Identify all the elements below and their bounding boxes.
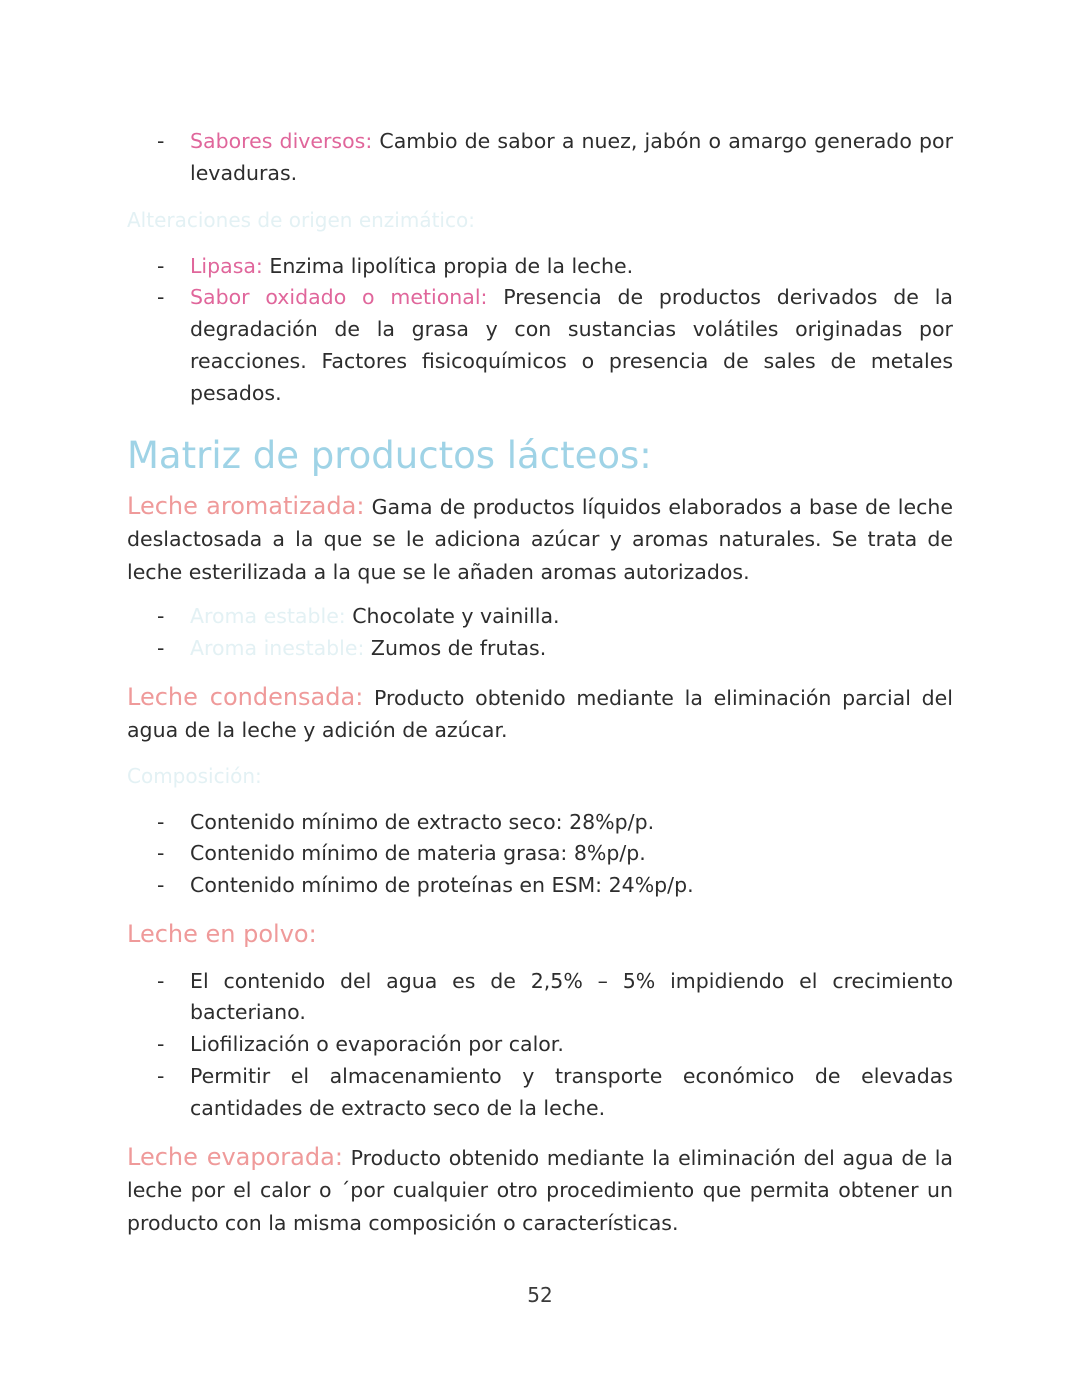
list-dash: -: [157, 1032, 165, 1057]
section-heading: Matriz de productos lácteos:: [127, 433, 652, 477]
aromas-list: [127, 601, 953, 665]
composicion-subheading: Composición:: [127, 763, 262, 788]
list-item: [127, 870, 953, 902]
list-dash: -: [157, 635, 165, 660]
page-number: 52: [527, 1283, 553, 1307]
list-dash: -: [157, 809, 165, 834]
polvo-item: El contenido del agua es de 2,5% – 5% impidiendo el crecimiento bacteriano.: [190, 968, 953, 1025]
list-item: [127, 633, 953, 665]
aromatizada-text: Gama de productos líquidos elaborados a base de leche deslactosada a la que se le adiciona azúcar y aromas naturales. Se trata de leche esterilizada a la que se le añaden aromas autorizados.: [127, 494, 953, 584]
evaporada-paragraph: [127, 1141, 953, 1240]
list-item: [127, 601, 953, 633]
list-dash: -: [157, 253, 165, 278]
condensada-paragraph: [127, 681, 953, 747]
evaporada-text: Producto obtenido mediante la eliminación del agua de la leche por el calor o ´por cualquier otro procedimiento que permita obtener un producto con la misma composición o características.: [127, 1145, 953, 1235]
term-leche-aromatizada: Leche aromatizada:: [127, 491, 365, 520]
term-leche-en-polvo: Leche en polvo:: [127, 920, 317, 949]
list-item: [127, 966, 953, 1030]
list-item: [127, 838, 953, 870]
list-dash: -: [157, 604, 165, 629]
enzimatico-list: [127, 251, 953, 410]
list-dash: -: [157, 285, 165, 310]
sabores-text: Cambio de sabor a nuez, jabón o amargo generado por levaduras.: [190, 129, 953, 185]
list-item: [127, 126, 953, 190]
list-dash: -: [157, 841, 165, 866]
term-leche-condensada: Leche condensada:: [127, 682, 364, 711]
list-item: [127, 807, 953, 839]
composicion-item: Contenido mínimo de extracto seco: 28%p/p.: [190, 809, 655, 834]
sabores-list: [127, 126, 953, 190]
polvo-item: Liofilización o evaporación por calor.: [190, 1032, 564, 1057]
term-sabores-diversos: Sabores diversos:: [190, 129, 373, 153]
term-sabor-oxidado: Sabor oxidado o metional:: [190, 285, 488, 310]
term-leche-evaporada: Leche evaporada:: [127, 1142, 343, 1171]
polvo-list: [127, 966, 953, 1125]
composicion-item: Contenido mínimo de proteínas en ESM: 24%p/p.: [190, 873, 694, 898]
list-item: [127, 251, 953, 283]
polvo-item: Permitir el almacenamiento y transporte económico de elevadas cantidades de extracto seco de la leche.: [190, 1063, 953, 1120]
list-item: [127, 1061, 953, 1125]
list-dash: -: [157, 968, 165, 993]
list-item: [127, 1029, 953, 1061]
list-item: [127, 282, 953, 409]
composicion-item: Contenido mínimo de materia grasa: 8%p/p.: [190, 841, 646, 866]
aroma-inestable-text: Zumos de frutas.: [364, 635, 547, 660]
page-content: [127, 126, 953, 1239]
list-dash: -: [157, 1063, 165, 1088]
enzimatico-subheading: Alteraciones de origen enzimático:: [127, 207, 475, 232]
term-aroma-inestable: Aroma inestable:: [190, 635, 365, 660]
composicion-list: [127, 807, 953, 902]
aromatizada-paragraph: [127, 490, 953, 589]
aroma-estable-text: Chocolate y vainilla.: [345, 604, 560, 629]
list-dash: -: [157, 129, 165, 153]
lipasa-text: Enzima lipolítica propia de la leche.: [262, 253, 634, 278]
term-lipasa: Lipasa:: [190, 253, 263, 278]
condensada-text: Producto obtenido mediante la eliminación parcial del agua de la leche y adición de azúcar.: [127, 685, 953, 743]
polvo-heading: [127, 918, 953, 952]
sabor-oxidado-text: Presencia de productos derivados de la degradación de la grasa y con sustancias volátiles originadas por reacciones. Factores fisicoquímicos o presencia de sales de metales pesados.: [190, 285, 953, 405]
term-aroma-estable: Aroma estable:: [190, 604, 346, 629]
list-dash: -: [157, 873, 165, 898]
